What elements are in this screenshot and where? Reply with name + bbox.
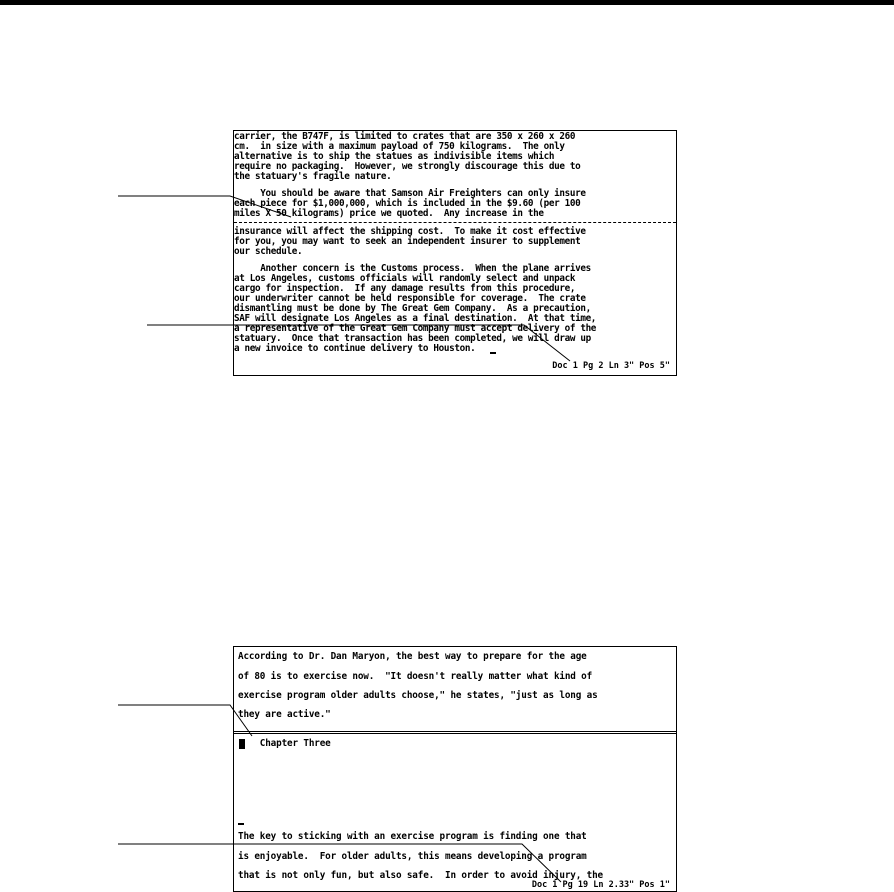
text-line: they are active." xyxy=(238,709,331,720)
text-line: cargo for inspection. If any damage results from this procedure, xyxy=(234,283,576,294)
soft-page-break xyxy=(234,222,676,223)
text-line: a representative of the Great Gem Company must accept delivery of the xyxy=(234,323,597,334)
text-line: You should be aware that Samson Air Freighters can only insure xyxy=(234,188,586,199)
text-line: Another concern is the Customs process. When the plane arrives xyxy=(234,263,591,274)
editor-screen-soft-break[interactable] xyxy=(233,130,677,376)
text-line: at Los Angeles, customs officials will randomly select and unpack xyxy=(234,273,576,284)
text-line: each piece for $1,000,000, which is included in the $9.60 (per 100 xyxy=(234,198,581,209)
text-line: a new invoice to continue delivery to Houston. xyxy=(234,343,476,354)
text-line: miles X 50 kilograms) price we quoted. Any increase in the xyxy=(234,208,544,219)
top-rule xyxy=(0,0,894,5)
text-line: require no packaging. However, we strongly discourage this due to xyxy=(234,161,581,172)
text-line: statuary. Once that transaction has been completed, we will draw up xyxy=(234,333,591,344)
callout-leader-hard-break xyxy=(118,705,252,736)
text-line: our underwriter cannot be held responsible for coverage. The crate xyxy=(234,293,586,304)
text-line: SAF will designate Los Angeles as a final destination. At that time, xyxy=(234,313,597,324)
text-line: is enjoyable. For older adults, this means developing a program xyxy=(238,851,587,862)
text-line: carrier, the B747F, is limited to crates that are 350 x 260 x 260 xyxy=(234,131,576,142)
status-line: Doc 1 Pg 19 Ln 2.33" Pos 1" xyxy=(531,880,670,890)
hard-page-break xyxy=(234,731,676,734)
text-line: the statuary's fragile nature. xyxy=(234,171,392,182)
text-cursor xyxy=(490,352,496,354)
status-line: Doc 1 Pg 2 Ln 3" Pos 5" xyxy=(552,361,670,371)
text-line: that is not only fun, but also safe. In order to avoid injury, the xyxy=(238,870,603,881)
text-line: dismantling must be done by The Great Gem Company. As a precaution, xyxy=(234,303,591,314)
text-line: insurance will affect the shipping cost. To make it cost effective xyxy=(234,226,586,237)
text-line: cm. in size with a maximum payload of 750 kilograms. The only xyxy=(234,141,565,152)
text-line: of 80 is to exercise now. "It doesn't really matter what kind of xyxy=(238,671,593,682)
editor-screen-hard-break[interactable] xyxy=(233,646,677,892)
text-line: The key to sticking with an exercise program is finding one that xyxy=(238,831,587,842)
chapter-heading: Chapter Three xyxy=(238,738,331,749)
text-line: alternative is to ship the statues as indivisible items which xyxy=(234,151,555,162)
text-cursor xyxy=(238,823,244,825)
text-line: According to Dr. Dan Maryon, the best way to prepare for the age xyxy=(238,651,587,662)
text-line: our schedule. xyxy=(234,246,303,257)
text-line: for you, you may want to seek an independent insurer to supplement xyxy=(234,236,581,247)
text-line: exercise program older adults choose," he states, "just as long as xyxy=(238,690,598,701)
